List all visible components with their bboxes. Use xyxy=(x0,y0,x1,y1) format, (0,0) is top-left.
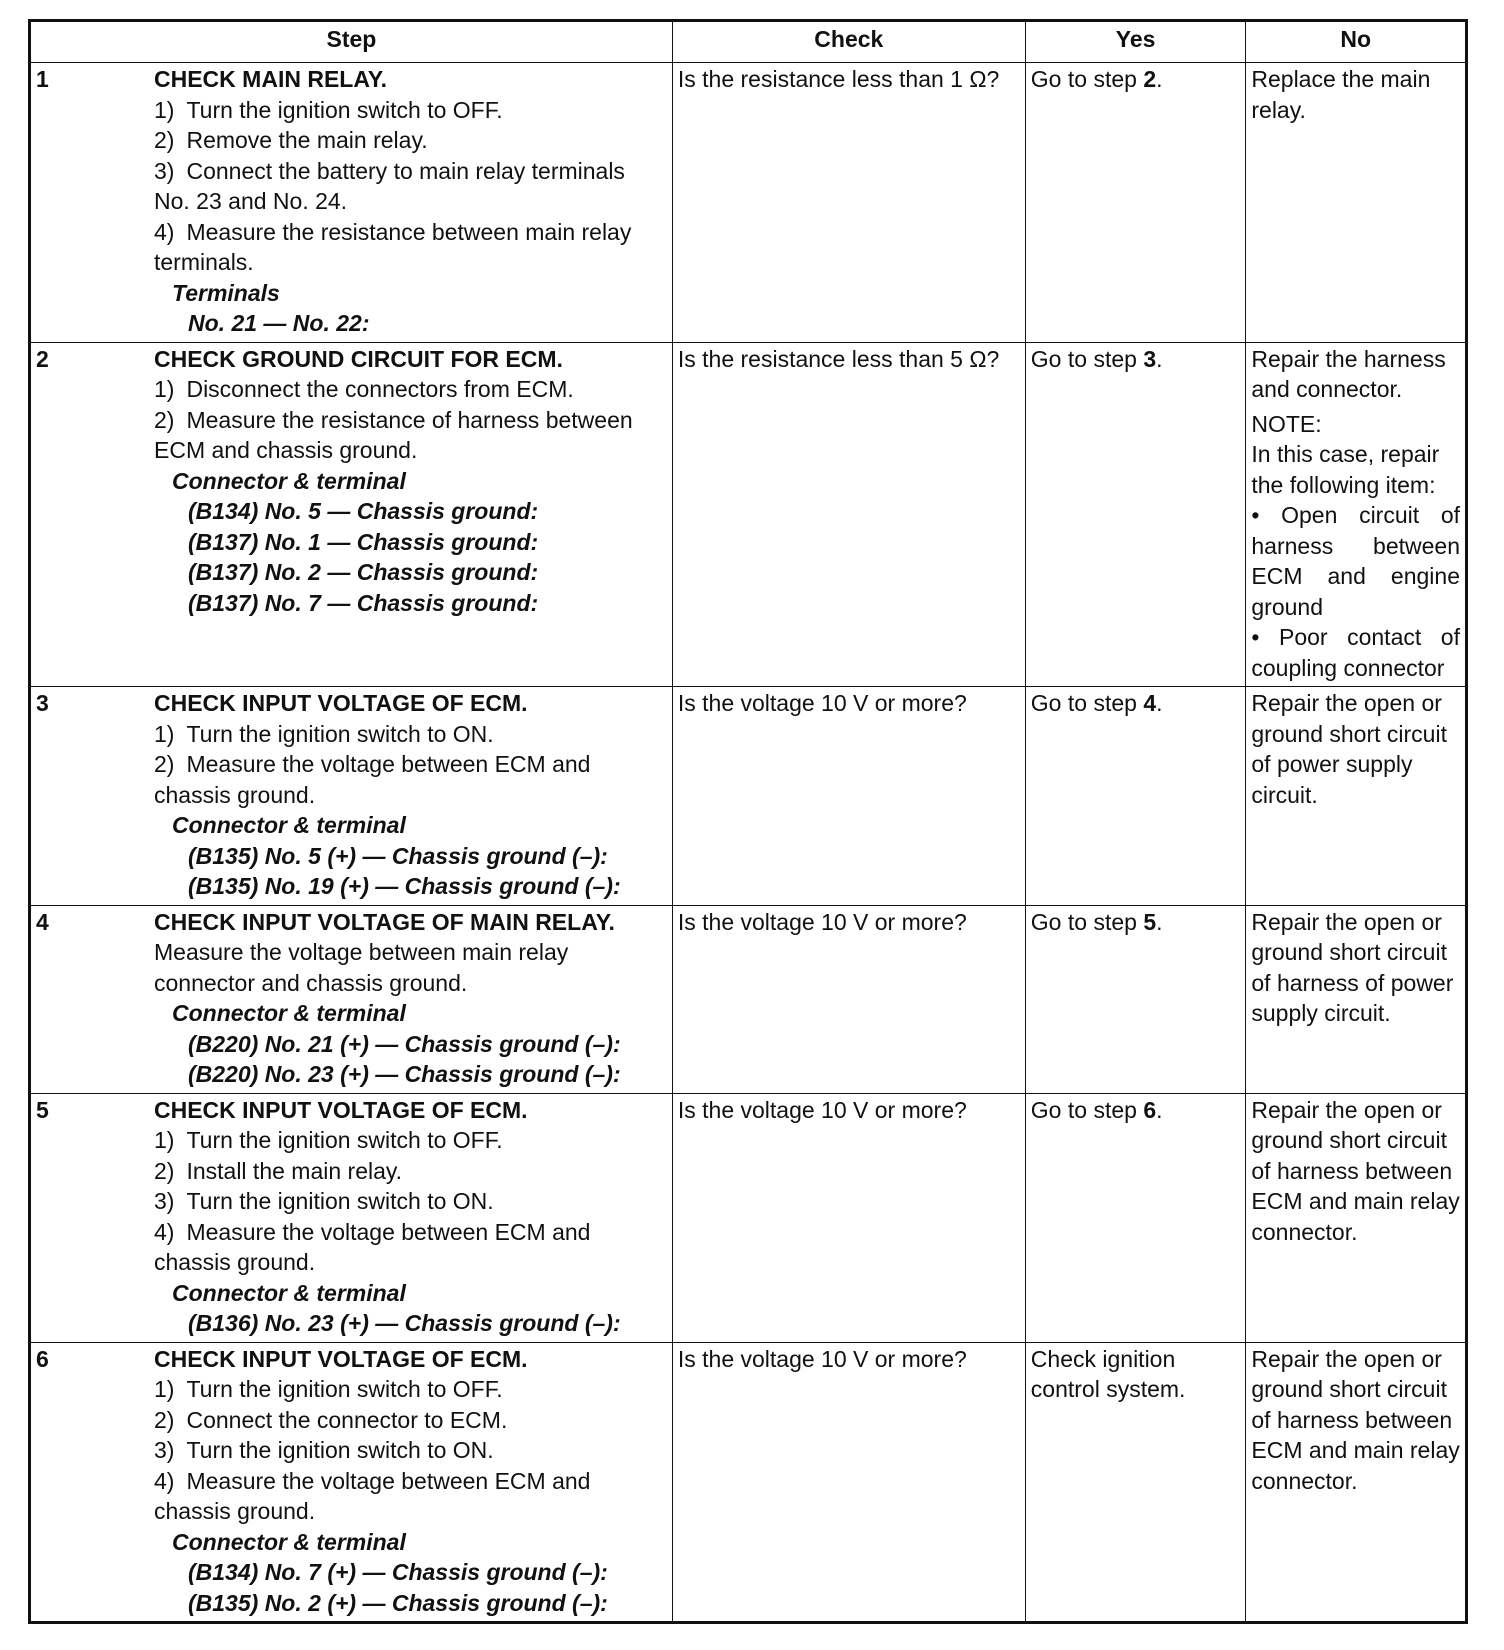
check-cell xyxy=(672,905,1025,1093)
yes-step-ref: 3 xyxy=(1143,345,1157,372)
no-cell xyxy=(1246,905,1467,1093)
yes-text: Go to step xyxy=(1030,690,1144,716)
instruction-number: 3) xyxy=(154,1437,175,1463)
step-instruction xyxy=(154,1374,667,1405)
instruction-text: Turn the ignition switch to ON. xyxy=(186,1437,494,1463)
no-action: Repair the harness and connector. xyxy=(1251,345,1446,402)
step-instruction xyxy=(154,1156,667,1187)
table-row xyxy=(30,1093,1467,1342)
instruction-text: Install the main relay. xyxy=(186,1157,403,1184)
terminal-heading: Connector & terminal xyxy=(172,812,406,838)
step-instruction xyxy=(154,749,667,810)
instruction-number: 1) xyxy=(154,1376,175,1402)
check-cell xyxy=(672,63,1025,343)
step-instruction xyxy=(154,156,667,217)
yes-text: Check ignition control system. xyxy=(1030,1345,1186,1402)
check-question: Is the voltage 10 V or more? xyxy=(677,1345,967,1372)
header-yes: Yes xyxy=(1025,21,1246,63)
instruction-text: Connect the battery to main relay terminals No. 23 and No. 24. xyxy=(154,157,625,214)
table-row xyxy=(30,1342,1467,1623)
no-action: Repair the open or ground short circuit of harness of power supply circuit. xyxy=(1251,908,1454,1026)
no-action: Repair the open or ground short circuit of harness between ECM and main relay connector. xyxy=(1251,1096,1460,1245)
instruction-text: Remove the main relay. xyxy=(186,127,428,153)
check-cell xyxy=(672,687,1025,906)
yes-suffix: . xyxy=(1156,345,1163,372)
step-title: CHECK INPUT VOLTAGE OF ECM. xyxy=(154,690,528,716)
step-instruction xyxy=(154,719,667,750)
header-no: No xyxy=(1246,21,1467,63)
step-number: 6 xyxy=(36,1345,49,1372)
step-instruction xyxy=(154,125,667,156)
instruction-text: Measure the voltage between ECM and chassis ground. xyxy=(154,1218,591,1275)
step-title: CHECK INPUT VOLTAGE OF ECM. xyxy=(154,1345,528,1372)
step-number: 3 xyxy=(36,690,49,716)
yes-text: Go to step xyxy=(1030,908,1144,935)
step-instruction xyxy=(154,1466,667,1527)
instruction-number: 1) xyxy=(154,720,175,747)
yes-step-ref: 5 xyxy=(1143,908,1157,935)
step-instruction xyxy=(154,1435,667,1466)
step-cell xyxy=(30,1093,673,1342)
step-title: CHECK GROUND CIRCUIT FOR ECM. xyxy=(154,345,563,372)
terminal-spec: (B220) No. 21 (+) — Chassis ground (–): xyxy=(188,1030,621,1057)
note-text: In this case, repair the following item: xyxy=(1251,441,1440,498)
check-cell xyxy=(672,342,1025,687)
step-instruction xyxy=(154,1217,667,1278)
terminal-heading: Connector & terminal xyxy=(172,1279,406,1306)
step-title: CHECK INPUT VOLTAGE OF MAIN RELAY. xyxy=(154,908,615,935)
instruction-text: Turn the ignition switch to ON. xyxy=(186,1188,494,1214)
instruction-number: 4) xyxy=(154,1218,175,1245)
instruction-text: Turn the ignition switch to ON. xyxy=(186,720,494,747)
instruction-number: 1) xyxy=(154,376,175,402)
no-cell xyxy=(1246,1342,1467,1623)
instruction-number: 2) xyxy=(154,751,175,777)
instruction-number: 4) xyxy=(154,218,175,245)
step-description: Measure the voltage between main relay connector and chassis ground. xyxy=(154,939,569,996)
terminal-heading: Connector & terminal xyxy=(172,1528,406,1555)
check-question: Is the resistance less than 5 Ω? xyxy=(677,345,1000,372)
table-row xyxy=(30,342,1467,687)
terminal-spec: (B134) No. 7 (+) — Chassis ground (–): xyxy=(188,1559,608,1585)
yes-suffix: . xyxy=(1156,66,1163,92)
step-instruction xyxy=(154,217,667,278)
instruction-number: 3) xyxy=(154,157,175,184)
no-action: Repair the open or ground short circuit of power supply circuit. xyxy=(1251,690,1447,808)
step-number: 2 xyxy=(36,345,49,372)
instruction-text: Disconnect the connectors from ECM. xyxy=(186,376,574,402)
step-instruction xyxy=(154,374,667,405)
step-instruction xyxy=(154,1186,667,1217)
check-question: Is the voltage 10 V or more? xyxy=(677,690,967,716)
instruction-number: 1) xyxy=(154,1127,175,1153)
check-question: Is the resistance less than 1 Ω? xyxy=(677,66,1000,92)
yes-text: Go to step xyxy=(1030,1096,1144,1123)
yes-cell xyxy=(1025,905,1246,1093)
check-question: Is the voltage 10 V or more? xyxy=(677,908,967,935)
header-row xyxy=(30,21,1467,63)
instruction-number: 1) xyxy=(154,96,175,123)
terminal-spec: (B135) No. 5 (+) — Chassis ground (–): xyxy=(188,842,608,869)
terminal-heading: Terminals xyxy=(172,279,280,306)
step-instruction xyxy=(154,95,667,126)
terminal-spec: (B137) No. 1 — Chassis ground: xyxy=(188,528,539,555)
header-check: Check xyxy=(672,21,1025,63)
no-cell xyxy=(1246,1093,1467,1342)
no-cell xyxy=(1246,342,1467,687)
note-bullet: • Open circuit of harness between ECM and engine ground xyxy=(1251,502,1460,620)
step-cell xyxy=(30,687,673,906)
terminal-spec: (B135) No. 2 (+) — Chassis ground (–): xyxy=(188,1589,608,1616)
terminal-spec: (B137) No. 7 — Chassis ground: xyxy=(188,589,539,616)
step-cell xyxy=(30,63,673,343)
terminal-heading: Connector & terminal xyxy=(172,1000,406,1026)
instruction-text: Connect the connector to ECM. xyxy=(186,1406,508,1433)
yes-cell xyxy=(1025,63,1246,343)
terminal-heading: Connector & terminal xyxy=(172,467,406,494)
terminal-spec: (B135) No. 19 (+) — Chassis ground (–): xyxy=(188,873,621,899)
no-action: Replace the main relay. xyxy=(1251,66,1431,123)
diagnostic-procedure-table xyxy=(28,19,1468,1624)
terminal-spec: (B137) No. 2 — Chassis ground: xyxy=(188,559,539,585)
table-row xyxy=(30,687,1467,906)
no-cell xyxy=(1246,63,1467,343)
check-question: Is the voltage 10 V or more? xyxy=(677,1096,967,1123)
yes-cell xyxy=(1025,687,1246,906)
step-title: CHECK MAIN RELAY. xyxy=(154,66,388,92)
step-cell xyxy=(30,905,673,1093)
instruction-text: Turn the ignition switch to OFF. xyxy=(186,96,503,123)
instruction-number: 2) xyxy=(154,1406,175,1433)
yes-suffix: . xyxy=(1156,690,1163,716)
note-bullet: • Poor contact of coupling connector xyxy=(1251,624,1460,681)
yes-text: Go to step xyxy=(1030,345,1144,372)
yes-suffix: . xyxy=(1156,908,1163,935)
table-row xyxy=(30,63,1467,343)
yes-cell xyxy=(1025,1093,1246,1342)
instruction-text: Turn the ignition switch to OFF. xyxy=(186,1127,503,1153)
step-instruction xyxy=(154,1125,667,1156)
step-number: 4 xyxy=(36,908,49,935)
step-instruction xyxy=(154,1405,667,1436)
step-title: CHECK INPUT VOLTAGE OF ECM. xyxy=(154,1096,528,1123)
step-number: 5 xyxy=(36,1096,49,1123)
instruction-text: Measure the resistance of harness between ECM and chassis ground. xyxy=(154,406,633,463)
no-cell xyxy=(1246,687,1467,906)
terminal-spec: (B134) No. 5 — Chassis ground: xyxy=(188,498,539,524)
check-cell xyxy=(672,1342,1025,1623)
instruction-number: 2) xyxy=(154,406,175,433)
terminal-spec: (B136) No. 23 (+) — Chassis ground (–): xyxy=(188,1310,621,1336)
instruction-text: Measure the voltage between ECM and chassis ground. xyxy=(154,751,591,808)
yes-text: Go to step xyxy=(1030,66,1144,92)
yes-step-ref: 6 xyxy=(1143,1096,1157,1123)
yes-cell xyxy=(1025,342,1246,687)
instruction-number: 3) xyxy=(154,1188,175,1214)
header-step: Step xyxy=(30,21,673,63)
terminal-spec: No. 21 — No. 22: xyxy=(188,310,370,336)
step-cell xyxy=(30,1342,673,1623)
step-cell xyxy=(30,342,673,687)
yes-step-ref: 4 xyxy=(1143,690,1157,716)
instruction-number: 2) xyxy=(154,127,175,153)
yes-suffix: . xyxy=(1156,1096,1163,1123)
instruction-text: Measure the voltage between ECM and chassis ground. xyxy=(154,1467,591,1524)
table-row xyxy=(30,905,1467,1093)
yes-step-ref: 2 xyxy=(1143,66,1157,92)
instruction-number: 4) xyxy=(154,1467,175,1494)
note-label: NOTE: xyxy=(1251,410,1322,437)
step-number: 1 xyxy=(36,66,49,92)
yes-cell xyxy=(1025,1342,1246,1623)
step-instruction xyxy=(154,405,667,466)
instruction-number: 2) xyxy=(154,1157,175,1184)
check-cell xyxy=(672,1093,1025,1342)
instruction-text: Measure the resistance between main relay terminals. xyxy=(154,218,632,275)
terminal-spec: (B220) No. 23 (+) — Chassis ground (–): xyxy=(188,1061,621,1087)
instruction-text: Turn the ignition switch to OFF. xyxy=(186,1376,503,1402)
no-action: Repair the open or ground short circuit of harness between ECM and main relay connector. xyxy=(1251,1345,1460,1494)
